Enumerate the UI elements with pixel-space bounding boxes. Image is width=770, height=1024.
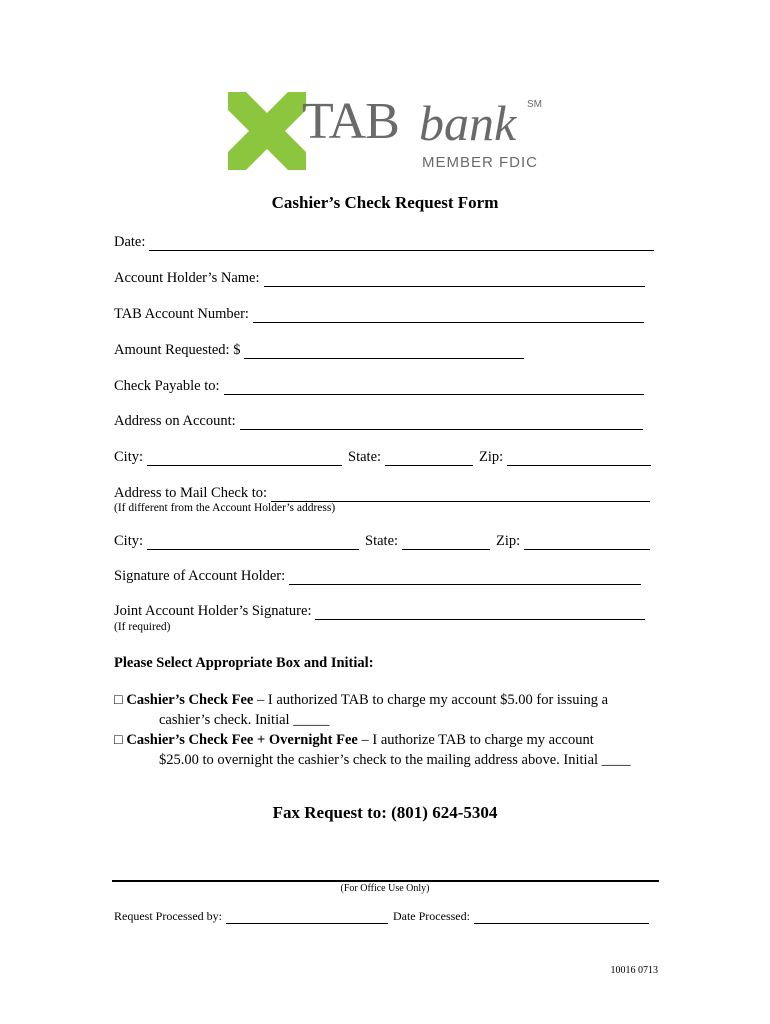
fee-option-1-text-b: cashier’s check. Initial _____ — [159, 712, 330, 728]
amount-field[interactable] — [244, 344, 524, 359]
mail-address-note: (If different from the Account Holder’s address) — [114, 502, 336, 514]
zip-label: Zip: — [479, 449, 504, 465]
mail-state-label: State: — [365, 533, 399, 549]
office-row — [114, 909, 649, 924]
logo-bank-text: bank — [419, 95, 517, 151]
date-processed-field[interactable] — [474, 911, 649, 924]
date-row — [114, 234, 654, 251]
payable-label: Check Payable to: — [114, 378, 220, 394]
fee-option-2-text-a: – I authorize TAB to charge my account — [357, 732, 594, 748]
mail-zip-field[interactable] — [524, 535, 650, 550]
processed-by-label: Request Processed by: — [114, 909, 222, 923]
joint-signature-note: (If required) — [114, 621, 171, 633]
address-row — [114, 413, 643, 430]
fee-option-2-line-1 — [114, 730, 631, 750]
fee-option-2 — [114, 730, 631, 770]
mail-address-label: Address to Mail Check to: — [114, 485, 268, 501]
date-field[interactable] — [149, 236, 654, 251]
logo-tab-text: TAB — [302, 93, 399, 150]
fee-option-2-title: Cashier’s Check Fee + Overnight Fee — [126, 732, 358, 748]
logo-service-mark: SM — [527, 99, 542, 110]
options-heading: Please Select Appropriate Box and Initial: — [114, 655, 374, 671]
joint-signature-label: Joint Account Holder’s Signature: — [114, 603, 312, 619]
joint-signature-row — [114, 603, 645, 620]
state-label: State: — [348, 449, 382, 465]
fax-request: Fax Request to: (801) 624-5304 — [272, 803, 498, 822]
account-number-field[interactable] — [253, 308, 644, 323]
fee-option-1-line-1 — [114, 690, 608, 710]
amount-row — [114, 342, 524, 359]
mail-address-row — [114, 485, 650, 502]
signature-field[interactable] — [289, 570, 641, 585]
date-label: Date: — [114, 234, 146, 250]
mail-city-state-zip-row — [114, 533, 650, 550]
mail-zip-label: Zip: — [496, 533, 521, 549]
state-field[interactable] — [385, 451, 473, 466]
tab-bank-logo — [228, 92, 546, 178]
mail-address-field[interactable] — [271, 487, 650, 502]
city-field[interactable] — [147, 451, 342, 466]
form-code: 10016 0713 — [610, 965, 658, 976]
signature-row — [114, 568, 641, 585]
city-state-zip-row — [114, 449, 651, 466]
signature-label: Signature of Account Holder: — [114, 568, 286, 584]
mail-city-label: City: — [114, 533, 144, 549]
date-processed-label: Date Processed: — [392, 909, 470, 923]
payable-row — [114, 378, 644, 395]
form-title: Cashier’s Check Request Form — [271, 193, 499, 212]
fee-option-1 — [114, 690, 608, 730]
fee-option-2-text-b: $25.00 to overnight the cashier’s check to the mailing address above. Initial ____ — [159, 752, 631, 768]
city-label: City: — [114, 449, 144, 465]
x-mark-icon — [228, 92, 306, 170]
logo-member-fdic: MEMBER FDIC — [422, 154, 538, 171]
office-use-note: (For Office Use Only) — [340, 883, 430, 894]
account-number-label: TAB Account Number: — [114, 306, 249, 322]
office-divider — [112, 880, 659, 882]
fee-option-1-text-a: – I authorized TAB to charge my account $5.00 for issuing a — [253, 692, 609, 708]
payable-field[interactable] — [224, 380, 644, 395]
fee-option-1-title: Cashier’s Check Fee — [126, 692, 254, 708]
account-holder-name-row — [114, 270, 645, 287]
account-holder-name-field[interactable] — [264, 272, 645, 287]
mail-state-field[interactable] — [402, 535, 490, 550]
account-number-row — [114, 306, 644, 323]
address-label: Address on Account: — [114, 413, 236, 429]
amount-label: Amount Requested: $ — [114, 342, 241, 358]
joint-signature-field[interactable] — [315, 605, 645, 620]
fee-option-1-checkbox[interactable]: □ — [114, 692, 123, 708]
fee-option-2-checkbox[interactable]: □ — [114, 732, 123, 748]
account-holder-name-label: Account Holder’s Name: — [114, 270, 260, 286]
processed-by-field[interactable] — [226, 911, 388, 924]
mail-city-field[interactable] — [147, 535, 359, 550]
address-field[interactable] — [240, 415, 643, 430]
zip-field[interactable] — [507, 451, 651, 466]
